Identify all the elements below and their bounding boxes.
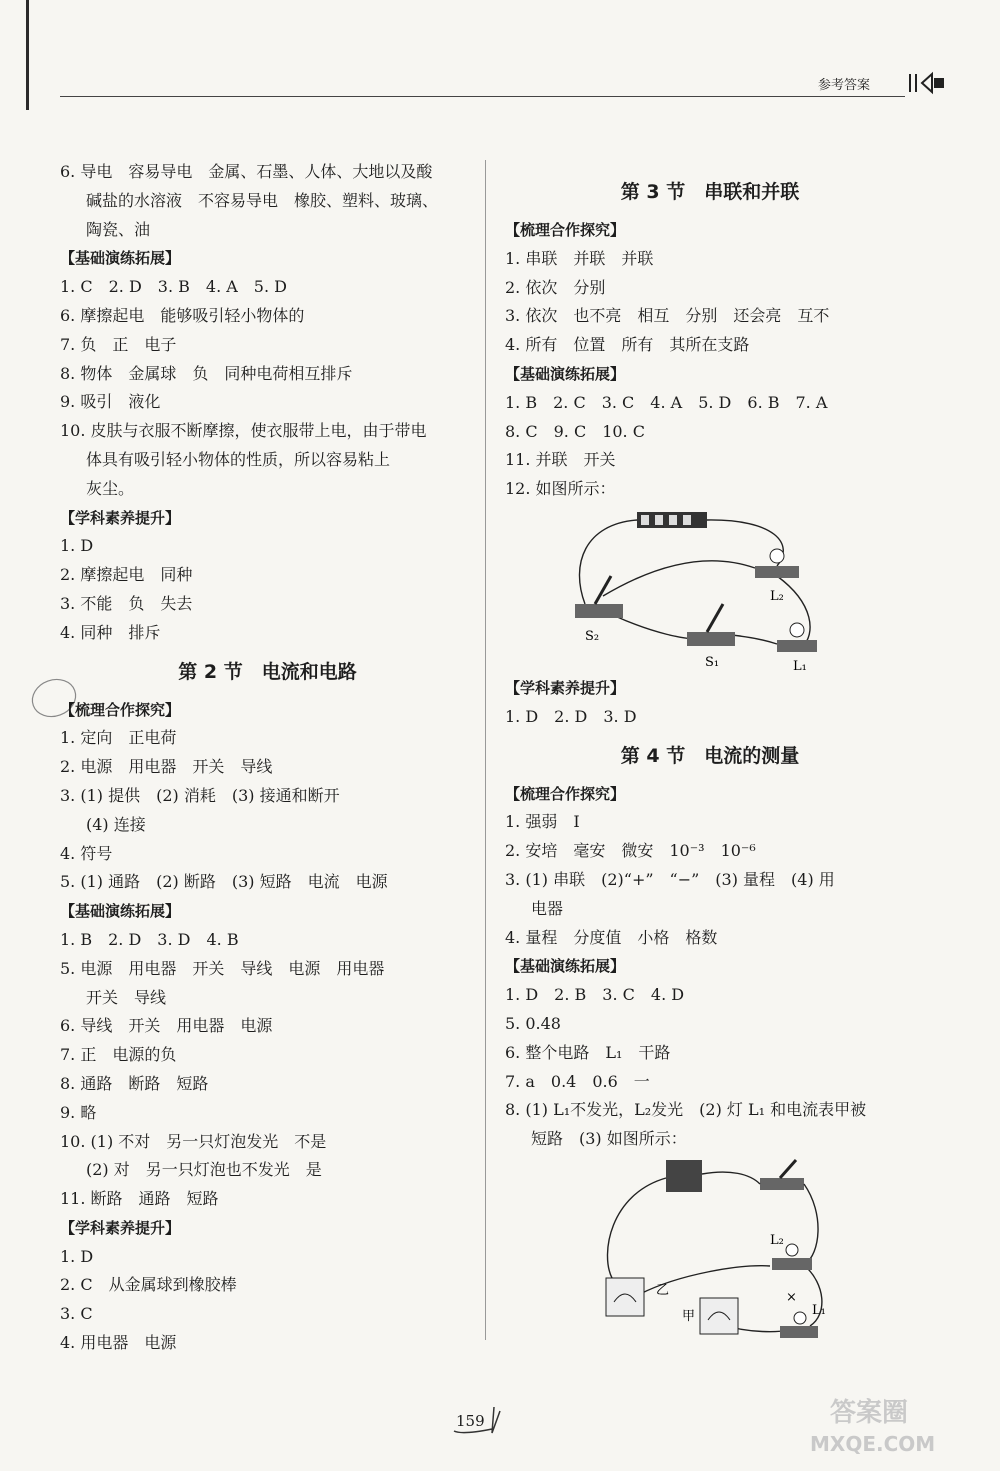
lamp-l2-icon <box>755 566 799 578</box>
switch-s1-icon <box>687 632 735 646</box>
section-heading: 【学科素养提升】 <box>505 678 626 697</box>
answer-line: 8. 通路 断路 短路 <box>60 1073 209 1093</box>
answer-line: 6. 导电 容易导电 金属、石墨、人体、大地以及酸 <box>60 162 433 181</box>
section-heading: 【基础演练拓展】 <box>60 902 181 921</box>
answer-continuation: 碱盐的水溶液 不容易导电 橡胶、塑料、玻璃、 <box>86 190 439 210</box>
answer-line: 4. 量程 分度值 小格 格数 <box>505 927 718 947</box>
answer-continuation: (4) 连接 <box>86 814 146 834</box>
label-l1: L₁ <box>793 658 807 672</box>
answer-line: 7. 正 电源的负 <box>60 1045 177 1065</box>
circuit-diagram-ammeter-svg <box>600 1154 830 1346</box>
answer-line: 3. (1) 串联 (2)“+” “−” (3) 量程 (4) 用 <box>505 869 835 889</box>
answer-line: 3. 不能 负 失去 <box>60 593 193 613</box>
answer-line: 2. 摩擦起电 同种 <box>60 565 193 585</box>
answer-continuation: 短路 (3) 如图所示： <box>531 1129 687 1149</box>
answer-continuation: 体具有吸引轻小物体的性质，所以容易粘上 <box>86 449 391 469</box>
answer-line: 1. 强弱 I <box>505 812 580 832</box>
answer-line: 1. B 2. C 3. C 4. A 5. D 6. B 7. A <box>505 392 828 412</box>
answer-line: 4. 所有 位置 所有 其所在支路 <box>505 335 750 355</box>
left-column <box>60 158 475 1358</box>
answer-line: 2. 安培 毫安 微安 10⁻³ 10⁻⁶ <box>505 841 756 861</box>
lamp-l1-icon <box>777 640 817 652</box>
lamp-l1-icon <box>780 1326 818 1338</box>
header-label: 参考答案 <box>818 78 871 93</box>
section-heading: 【基础演练拓展】 <box>60 249 181 268</box>
label-s2: S₂ <box>585 628 600 644</box>
answer-line: 1. 定向 正电荷 <box>60 728 177 748</box>
page-number: 159 <box>456 1412 485 1430</box>
answer-line: 12. 如图所示： <box>505 479 616 499</box>
answer-continuation: (2) 对 另一只灯泡也不发光 是 <box>86 1160 322 1180</box>
section-heading: 【梳理合作探究】 <box>60 700 181 719</box>
battery-icon <box>666 1160 702 1192</box>
answer-line: 6. 整个电路 L₁ 干路 <box>505 1042 671 1062</box>
label-s1: S₁ <box>705 654 720 670</box>
chapter-title: 第 2 节 电流和电路 <box>178 660 357 683</box>
page-edge-shadow <box>26 0 29 110</box>
answer-line: 5. 电源 用电器 开关 导线 电源 用电器 <box>60 958 385 978</box>
answer-line: 11. 断路 通路 短路 <box>60 1189 219 1209</box>
switch-s2-icon <box>575 604 623 618</box>
answer-line: 6. 摩擦起电 能够吸引轻小物体的 <box>60 305 305 325</box>
answer-line: 1. C 2. D 3. B 4. A 5. D <box>60 277 287 297</box>
answer-line: 1. D 2. D 3. D <box>505 706 637 726</box>
header-rule <box>60 96 905 97</box>
watermark <box>740 1391 980 1461</box>
answer-line: 8. (1) L₁不发光，L₂发光 (2) 灯 L₁ 和电流表甲被 <box>505 1100 867 1120</box>
answer-line: 7. 负 正 电子 <box>60 334 177 354</box>
answer-line: 5. 0.48 <box>505 1013 561 1033</box>
chapter-title: 第 3 节 串联和并联 <box>620 181 800 203</box>
right-column <box>505 168 915 1349</box>
answer-line: 1. B 2. D 3. D 4. B <box>60 929 239 949</box>
ammeter-yi-icon <box>606 1278 644 1316</box>
label-jia: 甲 <box>682 1308 696 1324</box>
answer-line: 3. (1) 提供 (2) 消耗 (3) 接通和断开 <box>60 785 340 805</box>
switch-icon <box>760 1178 804 1190</box>
ammeter-jia-icon <box>700 1298 738 1334</box>
section-heading: 【学科素养提升】 <box>60 1218 181 1237</box>
answer-line: 7. a 0.4 0.6 一 <box>505 1071 650 1091</box>
answer-continuation: 灰尘。 <box>86 478 135 498</box>
answer-line: 4. 用电器 电源 <box>60 1333 177 1353</box>
answer-line: 3. 依次 也不亮 相互 分别 还会亮 互不 <box>505 306 830 326</box>
answer-continuation: 陶瓷、油 <box>86 219 151 239</box>
label-l2: L₂ <box>770 588 784 604</box>
label-break: × <box>786 1289 797 1305</box>
section-heading: 【梳理合作探究】 <box>505 784 626 803</box>
section-heading: 【基础演练拓展】 <box>505 957 626 976</box>
answer-line: 8. 物体 金属球 负 同种电荷相互排斥 <box>60 363 353 383</box>
section-heading: 【基础演练拓展】 <box>505 364 626 383</box>
circuit-diagram-parallel-svg <box>565 504 825 672</box>
answer-line: 1. D <box>60 536 94 556</box>
answer-continuation: 电器 <box>531 898 564 918</box>
answer-line: 10. (1) 不对 另一只灯泡发光 不是 <box>60 1131 327 1151</box>
answer-line: 1. 串联 并联 并联 <box>505 248 654 268</box>
circuit-diagram-ammeter <box>505 1154 915 1349</box>
answer-line: 4. 同种 排斥 <box>60 622 161 642</box>
chapter-title: 第 4 节 电流的测量 <box>620 744 800 767</box>
answer-continuation: 开关 导线 <box>86 987 167 1007</box>
label-yi: 乙 <box>656 1282 670 1298</box>
answer-line: 2. C 从金属球到橡胶棒 <box>60 1275 237 1295</box>
answer-line: 2. 依次 分别 <box>505 277 606 297</box>
circuit-diagram-parallel <box>505 504 915 674</box>
answer-line: 1. D 2. B 3. C 4. D <box>505 985 685 1005</box>
answer-line: 2. 电源 用电器 开关 导线 <box>60 757 273 777</box>
watermark-site: MXQE.COM <box>810 1432 936 1456</box>
answer-line: 10. 皮肤与衣服不断摩擦，使衣服带上电，由于带电 <box>60 421 427 441</box>
answer-line: 4. 符号 <box>60 843 113 863</box>
answer-line: 1. D <box>60 1246 94 1266</box>
section-heading: 【梳理合作探究】 <box>505 221 626 239</box>
answer-line: 8. C 9. C 10. C <box>505 421 645 441</box>
answer-line: 5. (1) 通路 (2) 断路 (3) 短路 电流 电源 <box>60 872 388 892</box>
label-l2: L₂ <box>770 1232 784 1248</box>
answer-line: 6. 导线 开关 用电器 电源 <box>60 1016 273 1036</box>
answer-line: 9. 吸引 液化 <box>60 392 161 412</box>
answer-line: 11. 并联 开关 <box>505 450 616 470</box>
label-l1: L₁ <box>812 1302 826 1318</box>
column-divider <box>485 160 486 1340</box>
lamp-l2-icon <box>772 1258 812 1270</box>
answer-line: 3. C <box>60 1304 93 1324</box>
answer-line: 9. 略 <box>60 1102 97 1122</box>
watermark-brand: 答案圈 <box>830 1398 909 1428</box>
header-arrow-icon <box>908 70 948 96</box>
section-heading: 【学科素养提升】 <box>60 508 181 527</box>
